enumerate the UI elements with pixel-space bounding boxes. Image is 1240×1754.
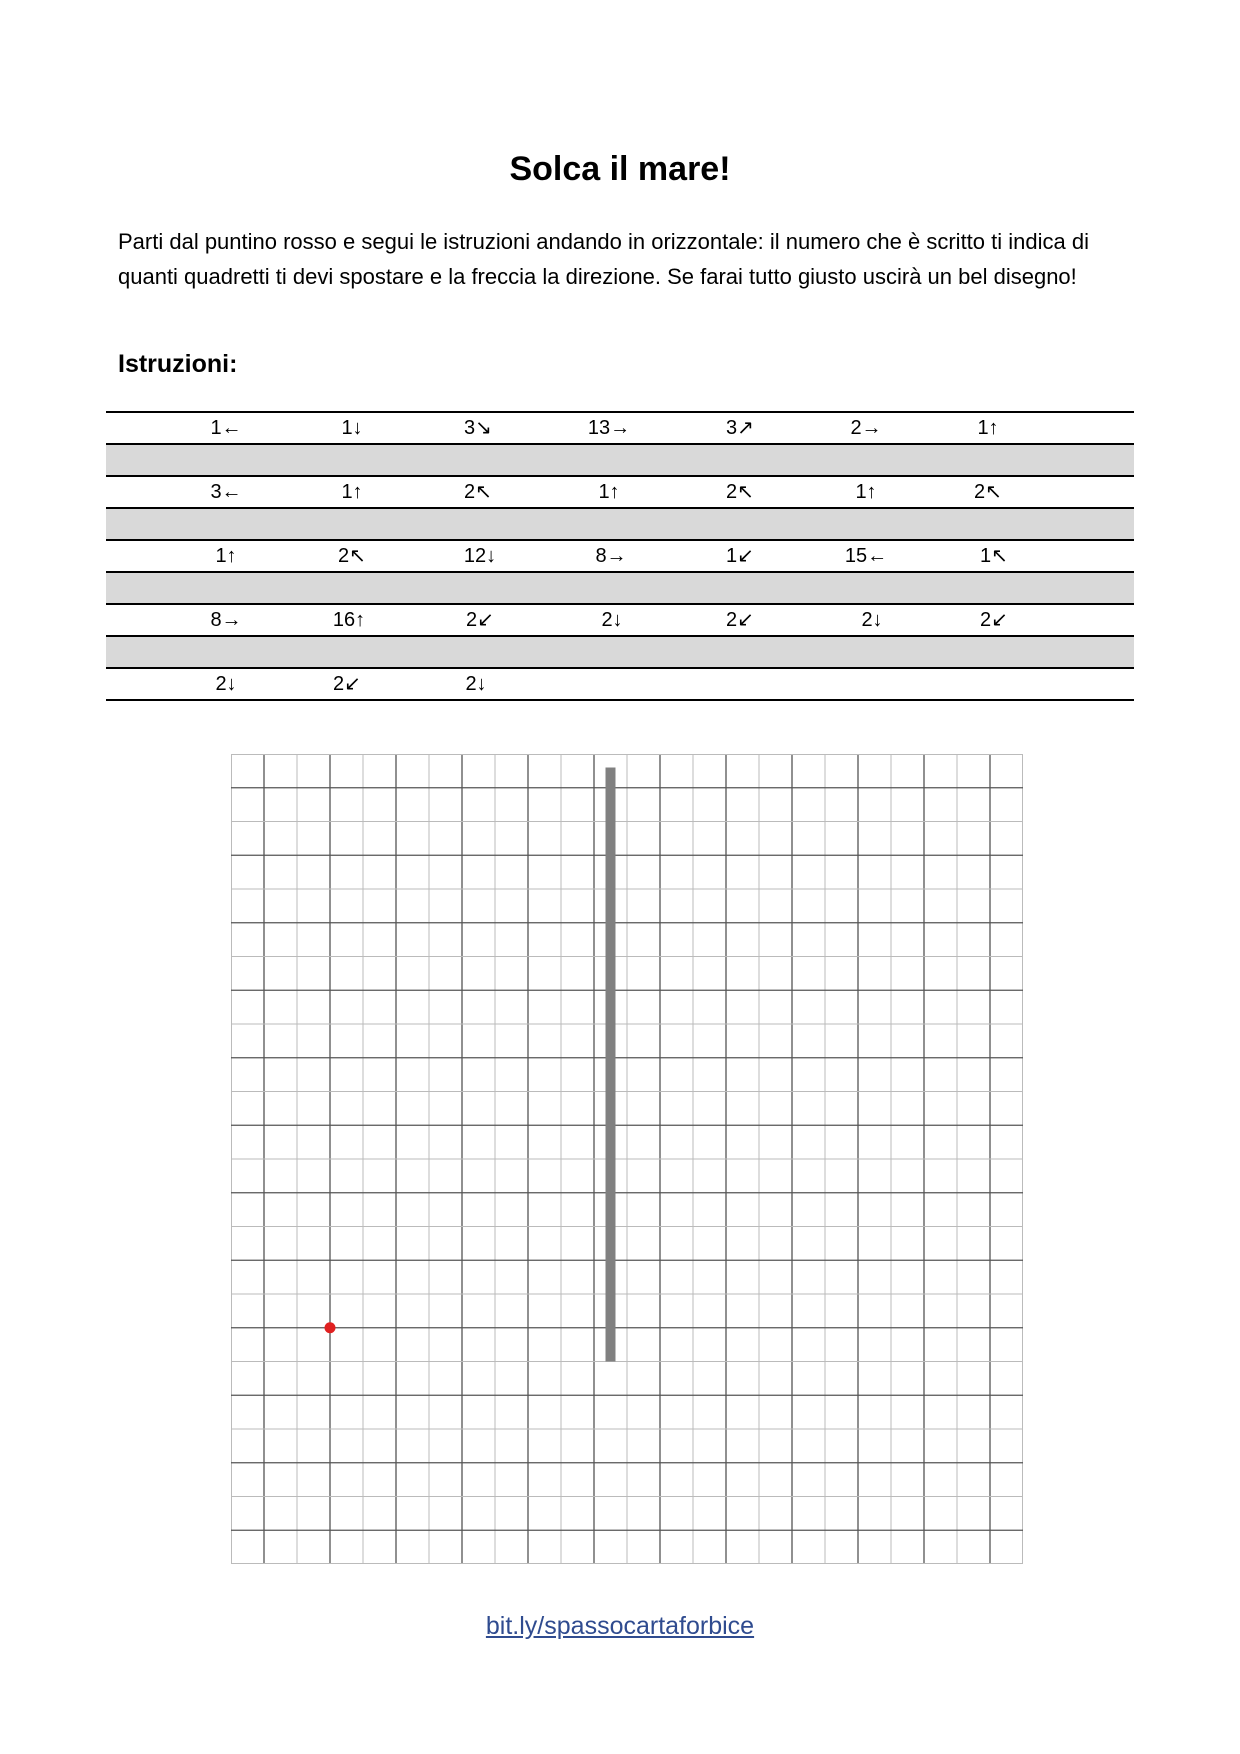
instruction-cell: 15← — [844, 545, 888, 567]
table-spacer-row — [106, 445, 1134, 477]
instruction-row — [106, 477, 1134, 509]
instruction-cell: 2↓ — [465, 673, 487, 695]
instruction-cell: 1← — [210, 417, 242, 439]
instruction-cell: 1↑ — [855, 481, 877, 503]
instruction-cell: 2↙ — [333, 673, 361, 695]
instruction-row — [106, 541, 1134, 573]
instruction-cell: 3← — [210, 481, 242, 503]
instruction-cell: 1↙ — [726, 545, 754, 567]
instruction-cell: 1↑ — [215, 545, 237, 567]
page-title: Solca il mare! — [509, 150, 731, 188]
instruction-cell: 2↓ — [601, 609, 623, 631]
instruction-cell: 3↗ — [726, 417, 754, 439]
footer-link[interactable]: bit.ly/spassocartaforbice — [485, 1612, 755, 1640]
table-spacer-row — [106, 573, 1134, 605]
instruction-cell: 16↑ — [332, 609, 366, 631]
instruction-cell: 2↖ — [338, 545, 366, 567]
instruction-cell: 1↑ — [598, 481, 620, 503]
instruction-cell: 2↖ — [974, 481, 1002, 503]
grid-canvas[interactable] — [231, 754, 1023, 1564]
instruction-cell: 13→ — [587, 417, 631, 439]
instruction-cell: 1↑ — [977, 417, 999, 439]
instruction-cell: 8→ — [210, 609, 242, 631]
instruction-cell: 3↘ — [464, 417, 492, 439]
instruction-row — [106, 605, 1134, 637]
table-spacer-row — [106, 637, 1134, 669]
instruction-cell: 12↓ — [463, 545, 497, 567]
table-spacer-row — [106, 509, 1134, 541]
instruction-cell: 8→ — [595, 545, 627, 567]
instruction-cell: 2↙ — [980, 609, 1008, 631]
instruction-cell: 1↓ — [341, 417, 363, 439]
instruction-cell: 2↓ — [861, 609, 883, 631]
instruction-cell: 2↖ — [464, 481, 492, 503]
instruction-cell: 2↙ — [466, 609, 494, 631]
instruction-cell: 2↙ — [726, 609, 754, 631]
instruction-row — [106, 413, 1134, 445]
instructions-heading: Istruzioni: — [118, 350, 238, 378]
instruction-cell: 2↖ — [726, 481, 754, 503]
drawing-grid[interactable] — [231, 754, 1023, 1564]
mast-bar — [606, 768, 616, 1362]
instruction-cell: 2↓ — [215, 673, 237, 695]
instruction-cell: 2→ — [850, 417, 882, 439]
instruction-cell: 1↑ — [341, 481, 363, 503]
instruction-row — [106, 669, 1134, 701]
instruction-cell: 1↖ — [980, 545, 1008, 567]
instructions-table — [106, 411, 1134, 701]
start-point — [325, 1322, 336, 1333]
instructions-intro: Parti dal puntino rosso e segui le istruzioni andando in orizzontale: il numero che è scritto ti indica di quanti quadretti ti devi spostare e la freccia la direzione. Se farai tutto giusto uscirà un bel disegno! — [118, 229, 1089, 289]
